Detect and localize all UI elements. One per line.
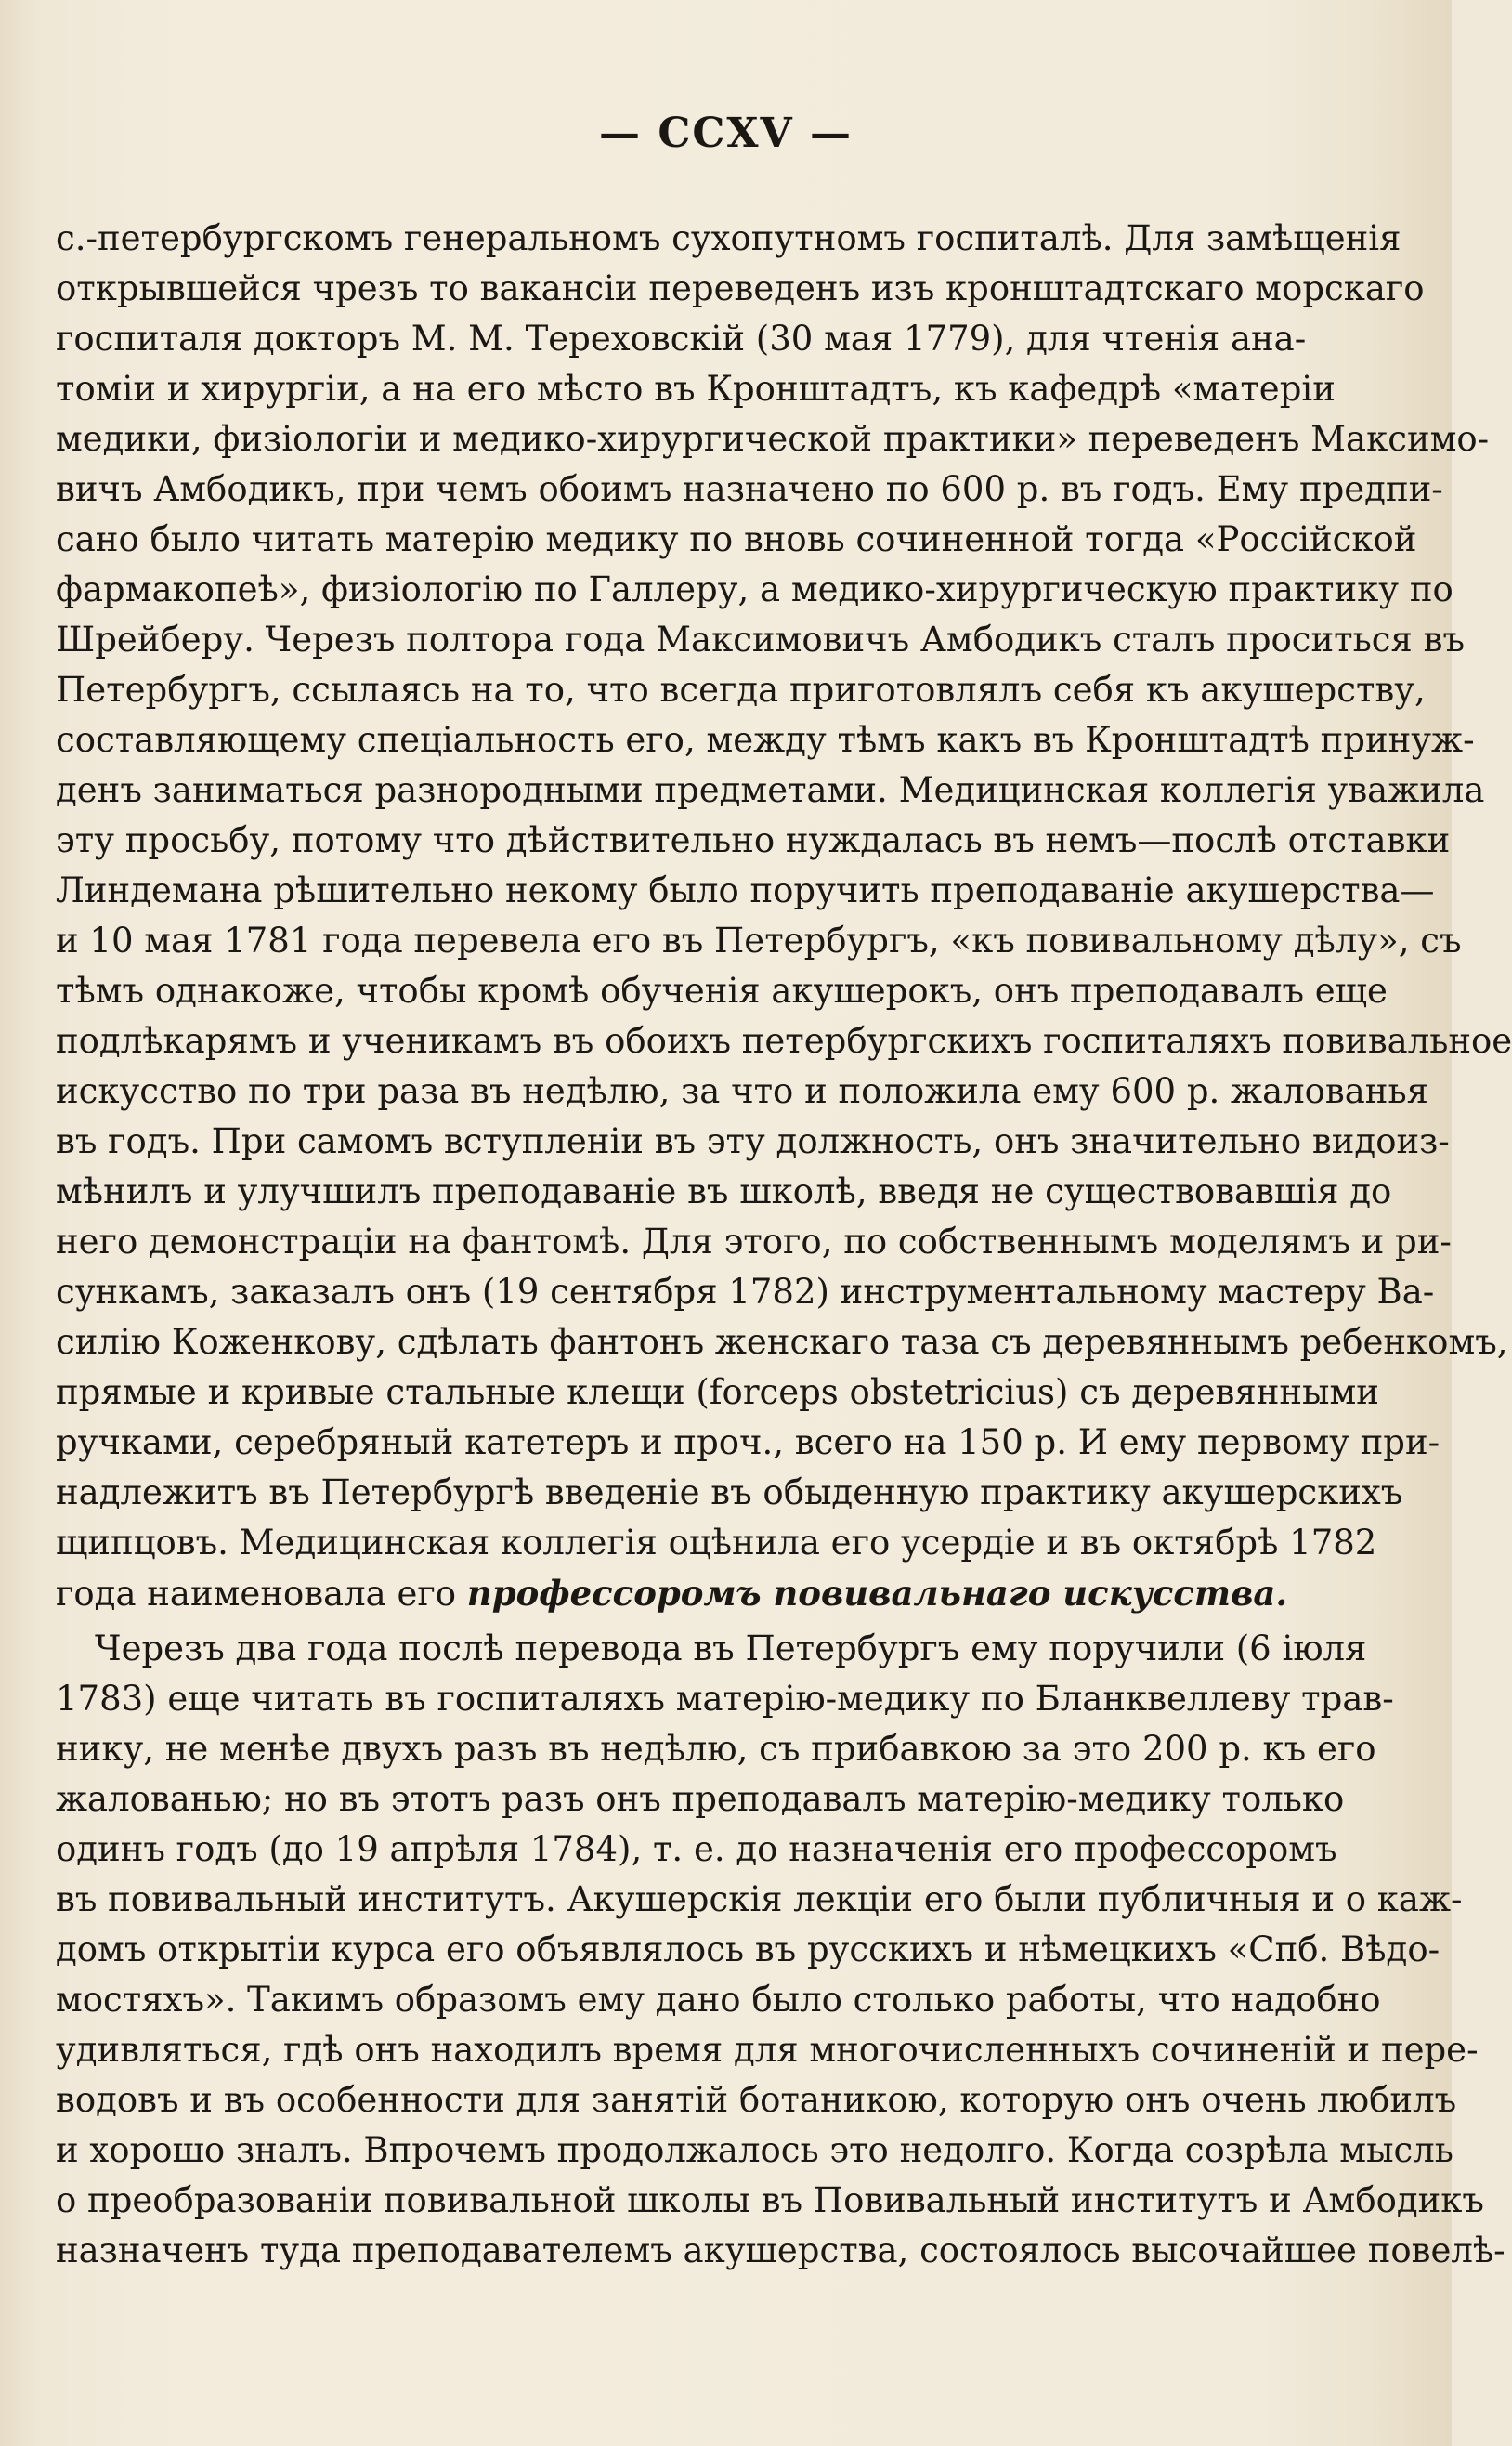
text-line: Петербургъ, ссылаясь на то, что всегда приготовлялъ себя къ акушерству, <box>56 670 1426 710</box>
text-line: сано было читать матерію медику по вновь сочиненной тогда «Россійской <box>56 519 1417 559</box>
text-line: о преобразованіи повивальной школы въ Повивальный институтъ и Амбодикъ <box>56 2180 1484 2220</box>
text-line: и хорошо зналъ. Впрочемъ продолжалось это недолго. Когда созрѣла мысль <box>56 2130 1453 2170</box>
text-line-indented: Черезъ два года послѣ перевода въ Петербургъ ему поручили (6 іюля <box>95 1628 1367 1668</box>
text-line: него демонстраціи на фантомѣ. Для этого, по собственнымъ моделямъ и ри- <box>56 1222 1452 1262</box>
text-line: щипцовъ. Медицинская коллегія оцѣнила его усердіе и въ октябрѣ 1782 <box>56 1523 1377 1563</box>
text-line-final <box>56 1568 1288 1618</box>
text-line: домъ открытіи курса его объявлялось въ русскихъ и нѣмецкихъ «Спб. Вѣдо- <box>56 1929 1440 1969</box>
text-line: эту просьбу, потому что дѣйствительно нуждалась въ немъ—послѣ отставки <box>56 820 1451 860</box>
text-line: составляющему спеціальность его, между тѣмъ какъ въ Кронштадтѣ принуж- <box>56 720 1475 760</box>
text-line: фармакопеѣ», физіологію по Галлеру, а медико-хирургическую практику по <box>56 569 1453 609</box>
text-line: нику, не менѣе двухъ разъ въ недѣлю, съ прибавкою за это 200 р. къ его <box>56 1729 1376 1769</box>
text-line: одинъ годъ (до 19 апрѣля 1784), т. е. до назначенія его профессоромъ <box>56 1829 1337 1869</box>
text-line: въ повивальный институтъ. Акушерскія лекціи его были публичныя и о каж- <box>56 1879 1463 1919</box>
text-line: открывшейся чрезъ то вакансіи переведенъ изъ кронштадтскаго морскаго <box>56 268 1425 308</box>
page-number: — CCXV — <box>599 110 853 157</box>
text-line: мѣнилъ и улучшилъ преподаваніе въ школѣ, введя не существовавшія до <box>56 1171 1392 1211</box>
text-line: назначенъ туда преподавателемъ акушерства, состоялось высочайшее повелѣ- <box>56 2230 1505 2270</box>
text-line: удивляться, гдѣ онъ находилъ время для многочисленныхъ сочиненій и пере- <box>56 2030 1479 2070</box>
text-line: и 10 мая 1781 года перевела его въ Петербургъ, «къ повивальному дѣлу», съ <box>56 921 1462 961</box>
text-line: въ годъ. При самомъ вступленіи въ эту должность, онъ значительно видоиз- <box>56 1121 1450 1161</box>
text-line: вичъ Амбодикъ, при чемъ обоимъ назначено по 600 р. въ годъ. Ему предпи- <box>56 469 1443 509</box>
text-span: года наименовала его <box>56 1574 467 1614</box>
text-line: Шрейберу. Черезъ полтора года Максимовичъ Амбодикъ сталъ проситься въ <box>56 620 1465 660</box>
text-line: ручками, серебряный катетеръ и проч., всего на 150 р. И ему первому при- <box>56 1422 1440 1462</box>
text-line: тѣмъ однакоже, чтобы кромѣ обученія акушерокъ, онъ преподавалъ еще <box>56 971 1388 1011</box>
text-line: сункамъ, заказалъ онъ (19 сентября 1782) инструментальному мастеру Ва- <box>56 1272 1435 1312</box>
text-line: надлежитъ въ Петербургѣ введеніе въ обыденную практику акушерскихъ <box>56 1472 1403 1512</box>
text-line: искусство по три раза въ недѣлю, за что и положила ему 600 р. жалованья <box>56 1071 1428 1111</box>
text-line: силію Коженкову, сдѣлать фантонъ женскаго таза съ деревяннымъ ребенкомъ, <box>56 1322 1508 1362</box>
text-line: 1783) еще читать въ госпиталяхъ матерію-медику по Бланквеллеву трав- <box>56 1679 1394 1719</box>
text-line: мостяхъ». Такимъ образомъ ему дано было столько работы, что надобно <box>56 1980 1381 2020</box>
text-line: водовъ и въ особенности для занятій ботаникою, которую онъ очень любилъ <box>56 2080 1457 2120</box>
text-line: денъ заниматься разнородными предметами. Медицинская коллегія уважила <box>56 770 1485 810</box>
text-line: томіи и хирургіи, а на его мѣсто въ Кронштадтъ, къ кафедрѣ «матеріи <box>56 369 1336 409</box>
text-line: прямые и кривые стальные клещи (forceps obstetricius) съ деревянными <box>56 1372 1379 1412</box>
text-line: подлѣкарямъ и ученикамъ въ обоихъ петербургскихъ госпиталяхъ повивальное <box>56 1021 1512 1061</box>
emphasized-title: профессоромъ повивальнаго искусства. <box>466 1573 1288 1614</box>
text-line: с.-петербургскомъ генеральномъ сухопутномъ госпиталѣ. Для замѣщенія <box>56 218 1401 258</box>
text-line: медики, физіологіи и медико-хирургической практики» переведенъ Максимо- <box>56 419 1490 459</box>
text-line: госпиталя докторъ М. М. Тереховскій (30 мая 1779), для чтенія ана- <box>56 319 1307 359</box>
text-line: жалованью; но въ этотъ разъ онъ преподавалъ матерію-медику только <box>56 1779 1345 1819</box>
text-line: Линдемана рѣшительно некому было поручить преподаваніе акушерства— <box>56 870 1435 910</box>
